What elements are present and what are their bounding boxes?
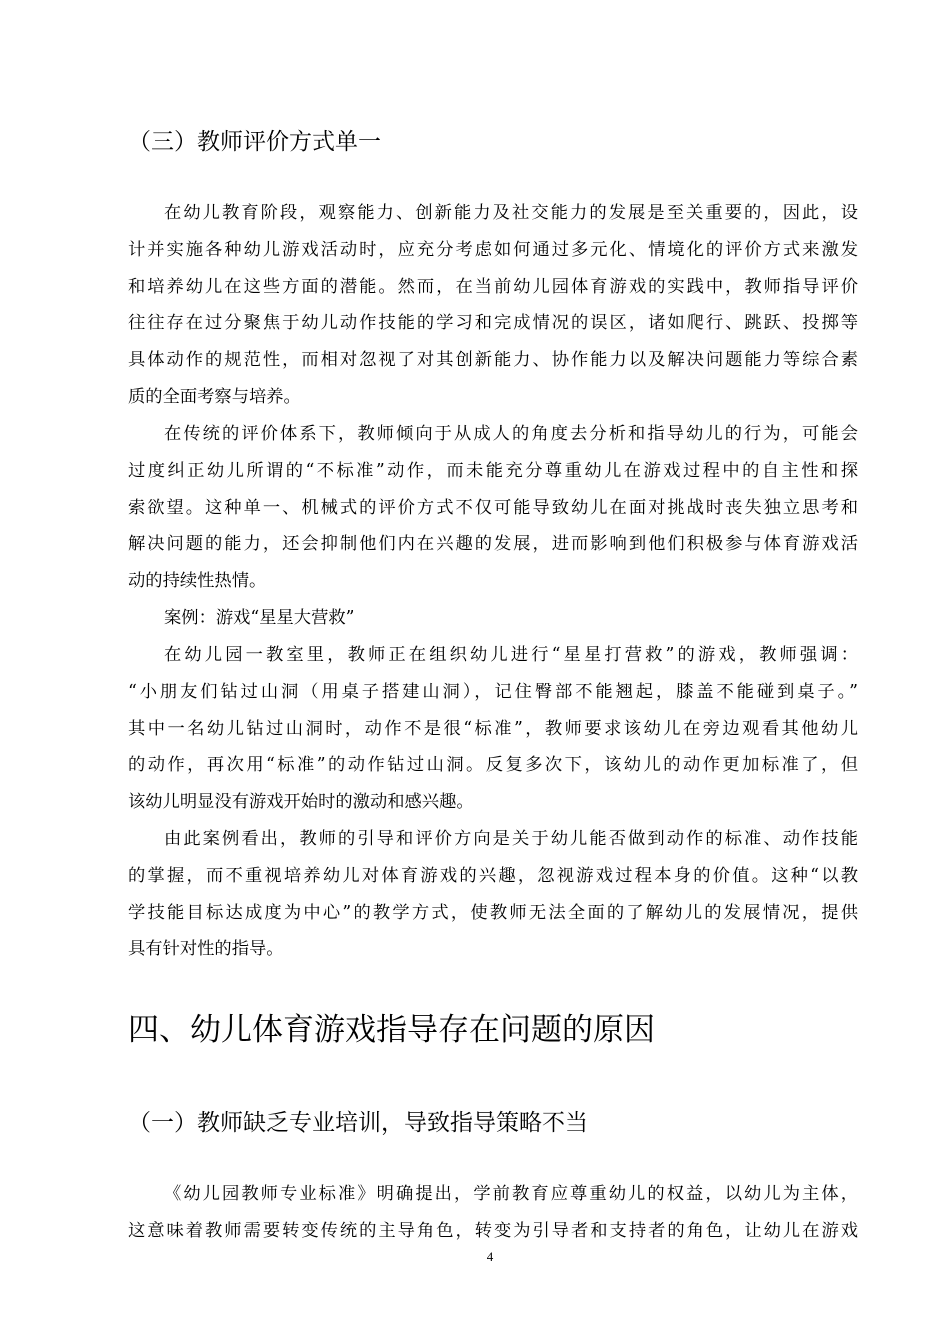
text-line: 具体动作的规范性，而相对忽视了对其创新能力、协作能力以及解决问题能力等综合素 xyxy=(128,350,858,371)
section-heading-training: （一）教师缺乏专业培训，导致指导策略不当 xyxy=(128,1110,588,1136)
text-line: 的掌握，而不重视培养幼儿对体育游戏的兴趣，忽视游戏过程本身的价值。这种“以教 xyxy=(128,865,858,886)
text-line: 和培养幼儿在这些方面的潜能。然而，在当前幼儿园体育游戏的实践中，教师指导评价 xyxy=(128,276,858,297)
paragraph-case-analysis xyxy=(128,821,858,968)
text-line: 学技能目标达成度为中心”的教学方式，使教师无法全面的了解幼儿的发展情况，提供 xyxy=(128,902,858,923)
text-line: 计并实施各种幼儿游戏活动时，应充分考虑如何通过多元化、情境化的评价方式来激发 xyxy=(128,239,858,260)
text-line: 质的全面考察与培养。 xyxy=(128,386,301,407)
text-line: 在幼儿教育阶段，观察能力、创新能力及社交能力的发展是至关重要的，因此，设 xyxy=(164,203,858,223)
text-line: 往往存在过分聚焦于幼儿动作技能的学习和完成情况的误区，诸如爬行、跳跃、投掷等 xyxy=(128,313,858,334)
text-line: 的动作，再次用“标准”的动作钻过山洞。反复多次下，该幼儿的动作更加标准了，但 xyxy=(128,755,858,776)
chapter-heading-causes: 四、幼儿体育游戏指导存在问题的原因 xyxy=(128,1012,655,1048)
text-line: 其中一名幼儿钻过山洞时，动作不是很“标准”，教师要求该幼儿在旁边观看其他幼儿 xyxy=(128,718,858,739)
page-number: 4 xyxy=(486,1249,494,1264)
section-heading-evaluation: （三）教师评价方式单一 xyxy=(128,129,381,155)
text-line: 索欲望。这种单一、机械式的评价方式不仅可能导致幼儿在面对挑战时丧失独立思考和 xyxy=(128,497,858,518)
text-line: “小朋友们钻过山洞（用桌子搭建山洞），记住臀部不能翘起，膝盖不能碰到桌子。” xyxy=(128,681,858,702)
text-line: 由此案例看出，教师的引导和评价方向是关于幼儿能否做到动作的标准、动作技能 xyxy=(164,829,858,849)
text-line: 该幼儿明显没有游戏开始时的激动和感兴趣。 xyxy=(128,792,474,813)
text-line: 案例：游戏“星星大营救” xyxy=(164,608,355,628)
text-line: 动的持续性热情。 xyxy=(128,571,267,592)
text-line: 在传统的评价体系下，教师倾向于从成人的角度去分析和指导幼儿的行为，可能会 xyxy=(164,424,858,444)
text-line: 这意味着教师需要转变传统的主导角色，转变为引导者和支持者的角色，让幼儿在游戏 xyxy=(128,1220,858,1241)
paragraph-professional-standard xyxy=(128,1176,858,1250)
text-line: 在幼儿园一教室里，教师正在组织幼儿进行“星星打营救”的游戏，教师强调： xyxy=(164,645,858,665)
text-line: 《幼儿园教师专业标准》明确提出，学前教育应尊重幼儿的权益，以幼儿为主体， xyxy=(164,1184,858,1204)
text-line: 解决问题的能力，还会抑制他们内在兴趣的发展，进而影响到他们积极参与体育游戏活 xyxy=(128,534,858,555)
paragraph-evaluation-intro xyxy=(128,195,858,416)
paragraph-traditional-evaluation xyxy=(128,416,858,600)
case-title xyxy=(128,600,858,637)
text-line: 过度纠正幼儿所谓的“不标准”动作，而未能充分尊重幼儿在游戏过程中的自主性和探 xyxy=(128,460,858,481)
paragraph-case-description xyxy=(128,637,858,821)
text-line: 具有针对性的指导。 xyxy=(128,939,284,960)
